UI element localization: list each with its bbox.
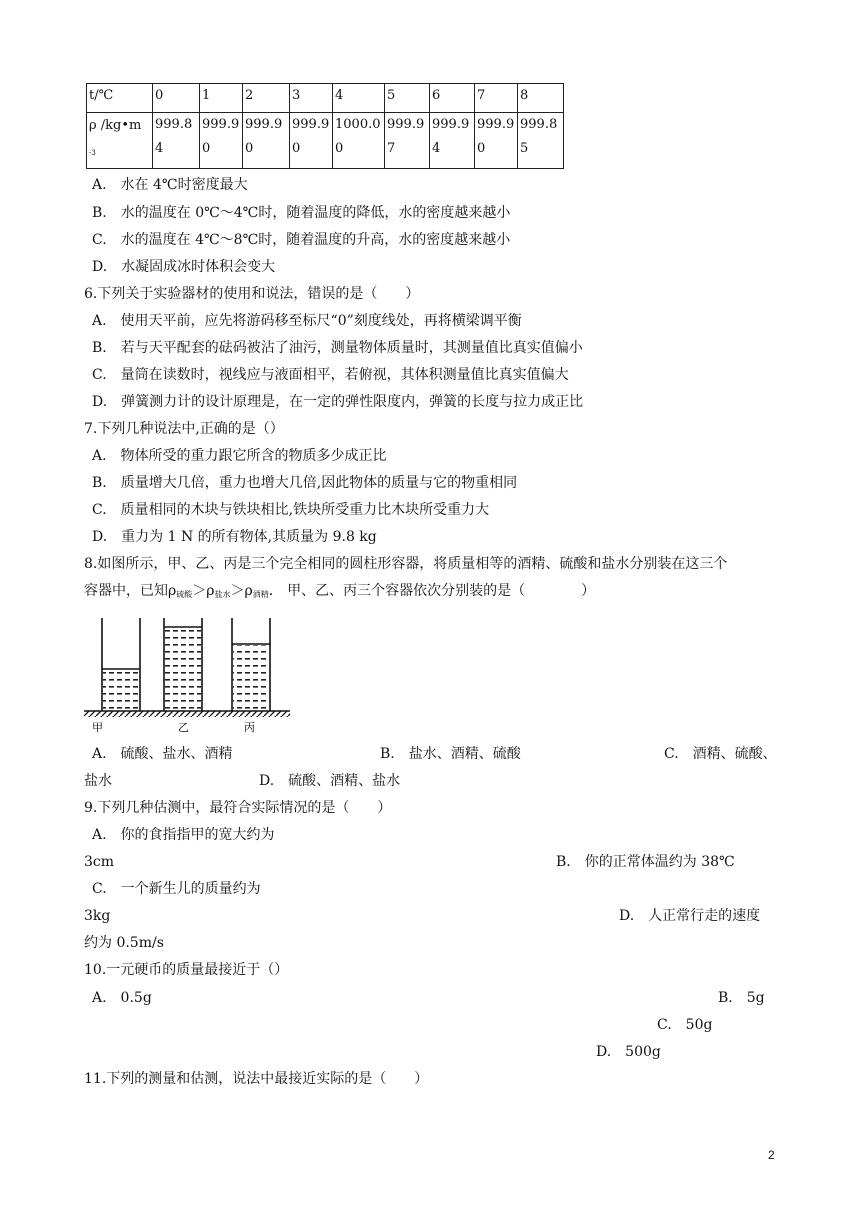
cell-value: 999.8 [520, 117, 558, 132]
table-cell [430, 113, 475, 169]
q9-option-d: D. 人正常行走的速度 [619, 908, 761, 924]
q8-option-d: D. 硫酸、酒精、盐水 [259, 773, 401, 789]
q7-option-a: A. 物体所受的重力跟它所含的物质多少成正比 [92, 448, 387, 464]
table-cell [153, 113, 200, 169]
cell-value: 999.9 [202, 117, 240, 132]
q6-option-d: D. 弹簧测力计的设计原理是，在一定的弹性限度内，弹簧的长度与拉力成正比 [92, 394, 584, 410]
q8-option-a: A. 硫酸、盐水、酒精 [92, 746, 233, 762]
q10-option-c: C. 50g [657, 1017, 713, 1033]
cell-value: 1000.0 [335, 117, 381, 132]
density-unit-label: ρ /kg•m [89, 118, 142, 133]
cell-value: 999.9 [387, 117, 425, 132]
cell-value: 5 [520, 141, 529, 156]
q7-option-d: D. 重力为 1 N 的所有物体,其质量为 9.8 kg [92, 529, 377, 545]
q7-option-b: B. 质量增大几倍，重力也增大几倍,因此物体的质量与它的物重相同 [92, 475, 518, 491]
ground-hatch [84, 711, 290, 717]
cell-value: 0 [477, 141, 486, 156]
q5-option-c: C. 水的温度在 4℃～8℃时，随着温度的升高，水的密度越来越小 [92, 232, 511, 248]
q8-stem-text: 容器中，已知ρ [84, 583, 177, 599]
page-number: 2 [768, 1148, 775, 1162]
q8-option-c-cont: 盐水 [84, 773, 112, 789]
label-bing: 丙 [244, 721, 255, 734]
q9-stem: 9.下列几种估测中，最符合实际情况的是（ ） [84, 800, 392, 816]
table-cell [290, 113, 333, 169]
label-yi: 乙 [178, 721, 189, 734]
table-cell: 4 [333, 84, 385, 113]
cell-value: 7 [387, 141, 396, 156]
q8-option-b: B. 盐水、酒精、硫酸 [380, 746, 521, 762]
q11-stem: 11.下列的测量和估测，说法中最接近实际的是（ ） [84, 1071, 429, 1087]
q7-option-c: C. 质量相同的木块与铁块相比,铁块所受重力比木块所受重力大 [92, 502, 490, 518]
density-table [86, 83, 564, 169]
q9-option-a-cont: 3cm [84, 854, 115, 870]
table-header-row [87, 84, 564, 113]
table-cell: 6 [430, 84, 475, 113]
q6-option-b: B. 若与天平配套的砝码被沾了油污，测量物体质量时，其测量值比真实值偏小 [92, 340, 583, 356]
q10-option-d: D. 500g [596, 1044, 661, 1060]
q9-option-c: C. 一个新生儿的质量约为 [92, 881, 261, 897]
q8-option-c: C. 酒精、硫酸、 [664, 746, 777, 762]
q10-stem: 10.一元硬币的质量最接近于（） [84, 962, 289, 978]
table-cell: 8 [518, 84, 564, 113]
table-cell [87, 113, 153, 169]
q5-option-b: B. 水的温度在 0℃～4℃时，随着温度的降低，水的密度越来越小 [92, 205, 511, 221]
table-cell [200, 113, 243, 169]
q8-stem-line1: 8.如图所示，甲、乙、丙是三个完全相同的圆柱形容器，将质量相等的酒精、硫酸和盐水分别装在这三个 [84, 556, 728, 572]
q9-option-b: B. 你的正常体温约为 38℃ [556, 854, 735, 870]
q6-option-c: C. 量筒在读数时，视线应与液面相平，若俯视，其体积测量值比真实值偏大 [92, 367, 569, 383]
q6-option-a: A. 使用天平前，应先将游码移至标尺“0”刻度线处，再将横梁调平衡 [92, 313, 522, 329]
container-yi [164, 618, 202, 711]
q10-option-b: B. 5g [718, 990, 765, 1006]
q8-stem-text: ＞ρ [192, 583, 215, 599]
cell-value: 999.9 [432, 117, 470, 132]
cell-value: 4 [155, 141, 164, 156]
table-cell [333, 113, 385, 169]
q8-stem-line2 [84, 581, 595, 605]
cell-value: 999.9 [292, 117, 330, 132]
cell-value: 999.9 [477, 117, 515, 132]
container-bing [232, 618, 270, 711]
q9-option-d-cont: 约为 0.5m/s [84, 935, 164, 951]
q5-option-a: A. 水在 4℃时密度最大 [92, 177, 248, 193]
q9-option-c-cont: 3kg [84, 908, 111, 924]
table-cell [243, 113, 290, 169]
table-cell [385, 113, 430, 169]
table-cell: 0 [153, 84, 200, 113]
table-row [87, 113, 564, 169]
table-cell: 2 [243, 84, 290, 113]
table-cell: 1 [200, 84, 243, 113]
table-cell: 7 [475, 84, 518, 113]
label-jia: 甲 [92, 721, 103, 734]
table-cell: t/℃ [87, 84, 153, 113]
q8-stem-text: ． 甲、乙、丙三个容器依次分别装的是（ ） [268, 583, 596, 599]
subscript: 盐水 [214, 590, 231, 599]
subscript: 酒精 [252, 590, 269, 599]
q6-stem: 6.下列关于实验器材的使用和说法，错误的是（ ） [84, 286, 420, 302]
cell-value: 999.9 [245, 117, 283, 132]
q5-option-d: D. 水凝固成冰时体积会变大 [92, 259, 276, 275]
subscript: 硫酸 [176, 590, 193, 599]
table-cell [475, 113, 518, 169]
table-cell [518, 113, 564, 169]
table-cell: 3 [290, 84, 333, 113]
container-jia [102, 618, 140, 711]
q7-stem: 7.下列几种说法中,正确的是（） [84, 421, 284, 437]
cell-value: 0 [245, 141, 254, 156]
containers-figure [84, 614, 294, 736]
cell-value: 0 [335, 141, 344, 156]
table-cell: 5 [385, 84, 430, 113]
cell-value: 0 [292, 141, 301, 156]
q9-option-a: A. 你的食指指甲的宽大约为 [92, 827, 275, 843]
cell-value: 4 [432, 141, 441, 156]
unit-exponent: -3 [89, 149, 96, 157]
q8-stem-text: ＞ρ [230, 583, 253, 599]
q10-option-a: A. 0.5g [92, 990, 152, 1006]
cell-value: 999.8 [155, 117, 193, 132]
cell-value: 0 [202, 141, 211, 156]
